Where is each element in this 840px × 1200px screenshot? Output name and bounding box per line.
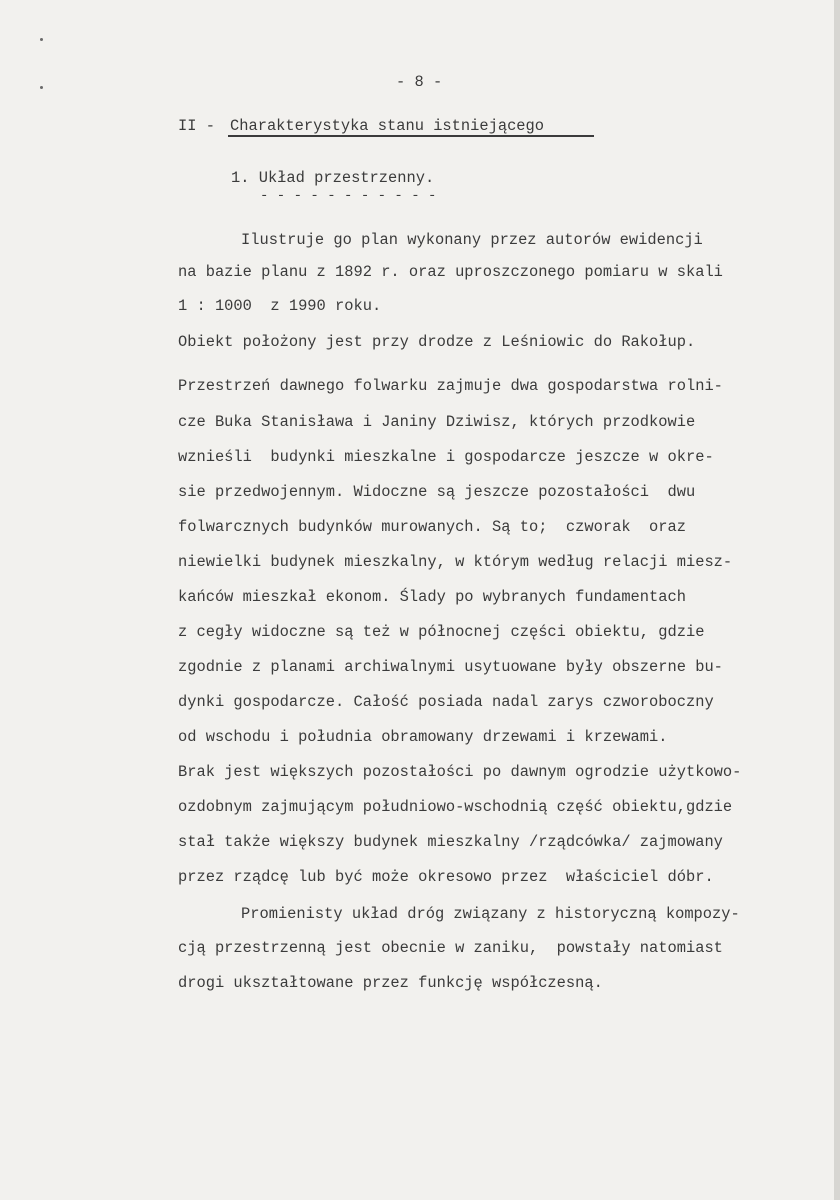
section-title: Charakterystyka stanu istniejącego [230, 117, 545, 135]
section-numeral: II - [178, 117, 215, 135]
text-line: wznieśli budynki mieszkalne i gospodarcze jeszcze w okre- [178, 448, 714, 466]
text-line: 1 : 1000 z 1990 roku. [178, 297, 382, 315]
text-line: zgodnie z planami archiwalnymi usytuowane były obszerne bu- [178, 658, 723, 676]
text-line: od wschodu i południa obramowany drzewami i krzewami. [178, 728, 668, 746]
margin-mark [40, 38, 43, 41]
subsection-title: 1. Układ przestrzenny. [231, 169, 435, 187]
text-line: na bazie planu z 1892 r. oraz uproszczonego pomiaru w skali [178, 263, 723, 281]
text-line: Brak jest większych pozostałości po dawnym ogrodzie użytkowo- [178, 763, 742, 781]
text-line: dynki gospodarcze. Całość posiada nadal zarys czworoboczny [178, 693, 714, 711]
text-line: kańców mieszkał ekonom. Ślady po wybranych fundamentach [178, 588, 686, 606]
text-line: Ilustruje go plan wykonany przez autorów ewidencji [241, 231, 703, 249]
text-line: przez rządcę lub być może okresowo przez właściciel dóbr. [178, 868, 714, 886]
text-line: sie przedwojennym. Widoczne są jeszcze pozostałości dwu [178, 483, 696, 501]
text-line: Obiekt położony jest przy drodze z Leśniowic do Rakołup. [178, 333, 696, 351]
text-line: cze Buka Stanisława i Janiny Dziwisz, których przodkowie [178, 413, 696, 431]
subsection-underline-dashes: - - - - - - - - - - - [260, 188, 437, 204]
page-number: - 8 - [396, 73, 443, 91]
section-title-underline [228, 135, 594, 137]
text-line: drogi ukształtowane przez funkcję współczesną. [178, 974, 603, 992]
text-line: cją przestrzenną jest obecnie w zaniku, powstały natomiast [178, 939, 723, 957]
page-edge-shadow [834, 0, 840, 1200]
margin-mark [40, 86, 43, 89]
text-line: z cegły widoczne są też w północnej części obiektu, gdzie [178, 623, 705, 641]
text-line: folwarcznych budynków murowanych. Są to; czworak oraz [178, 518, 686, 536]
text-line: Przestrzeń dawnego folwarku zajmuje dwa gospodarstwa rolni- [178, 377, 723, 395]
text-line: ozdobnym zajmującym południowo-wschodnią część obiektu,gdzie [178, 798, 733, 816]
text-line: Promienisty układ dróg związany z historyczną kompozy- [241, 905, 740, 923]
text-line: niewielki budynek mieszkalny, w którym według relacji miesz- [178, 553, 733, 571]
text-line: stał także większy budynek mieszkalny /rządcówka/ zajmowany [178, 833, 723, 851]
